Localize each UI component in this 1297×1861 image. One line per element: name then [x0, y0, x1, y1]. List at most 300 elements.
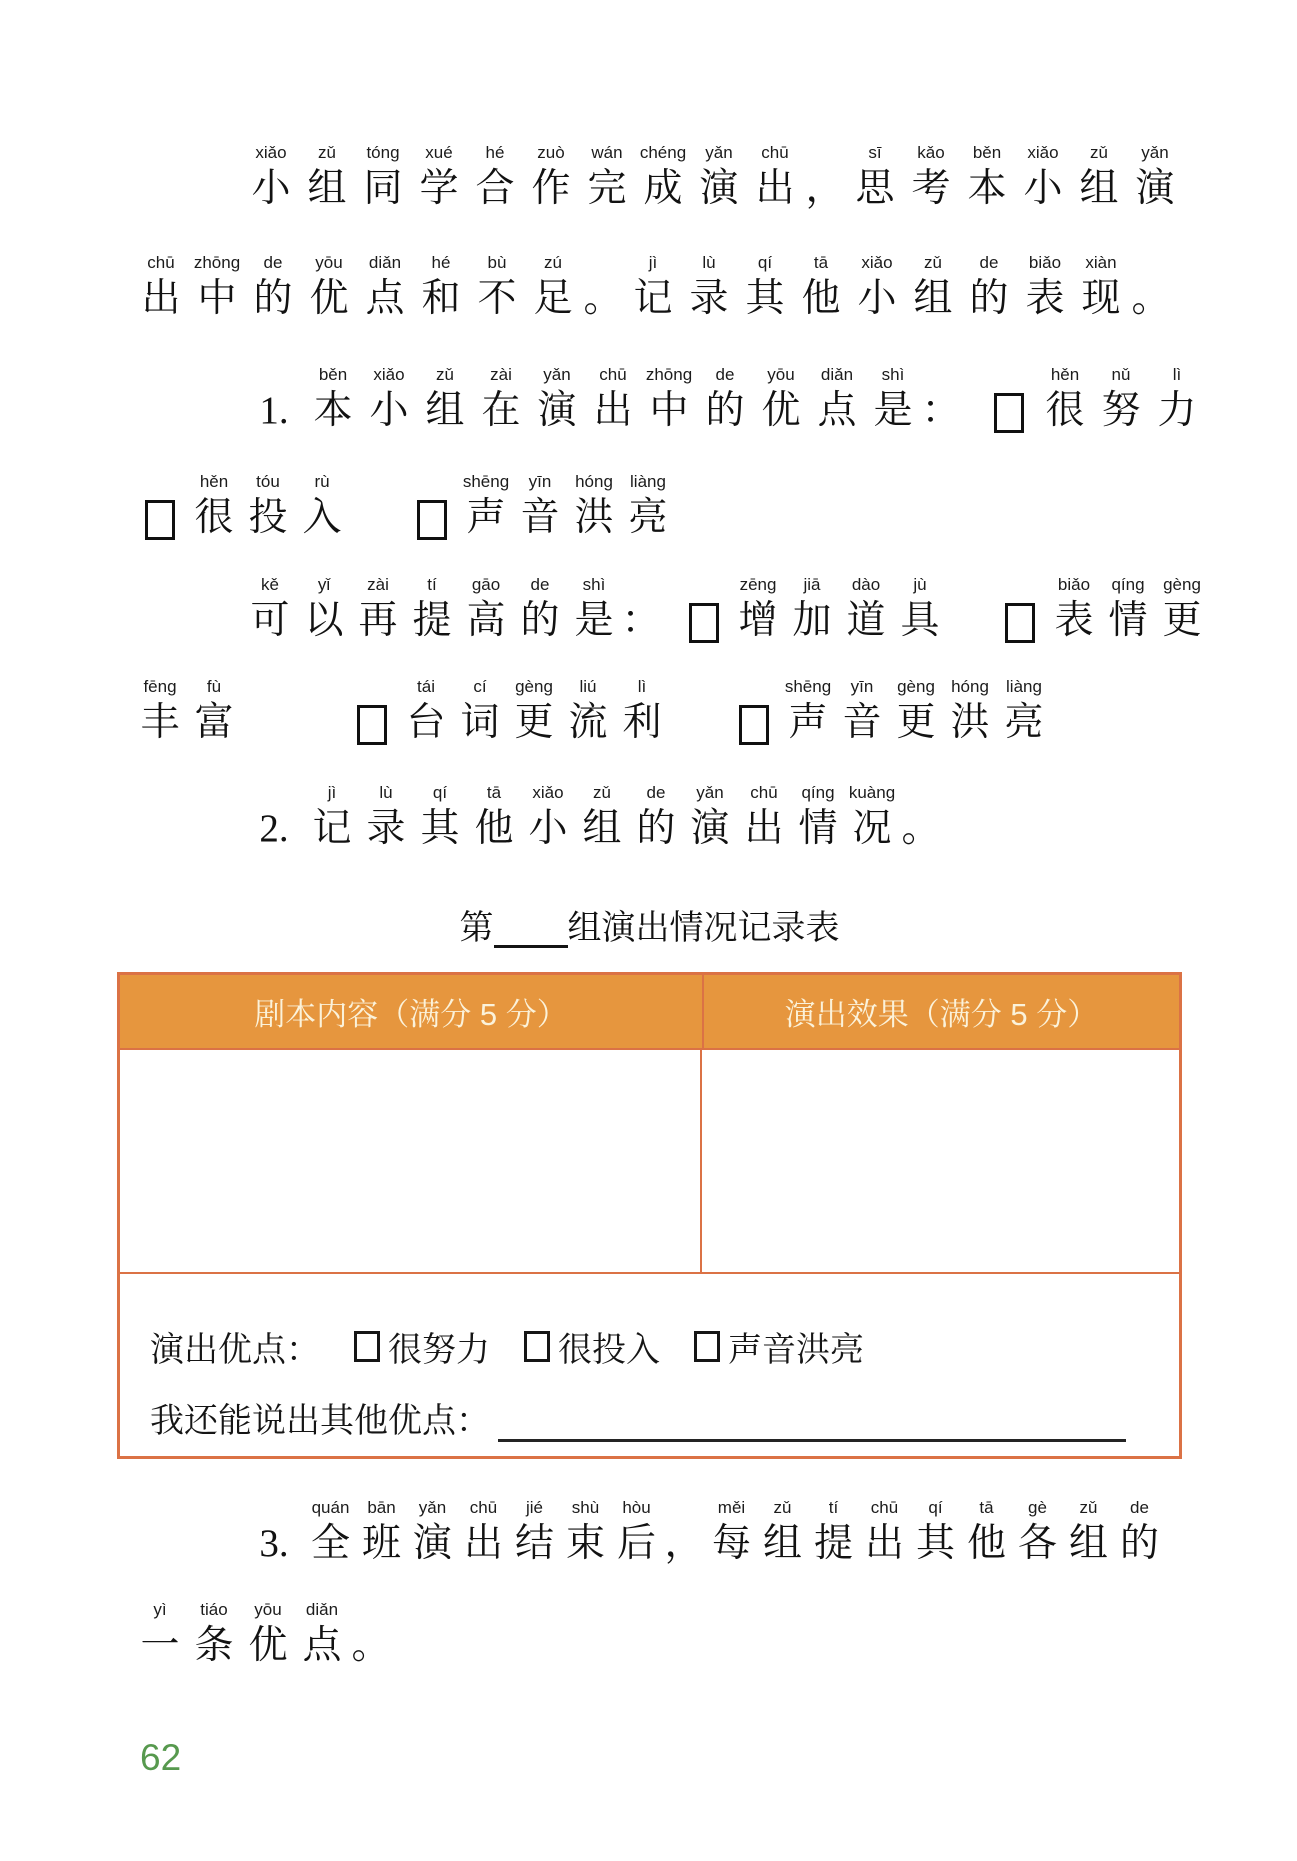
- hanzi-text: 的: [253, 277, 293, 320]
- performance-record-table: [117, 972, 1182, 1459]
- hanzi-text: 再: [358, 599, 398, 642]
- spacer: [947, 634, 993, 644]
- ruby-cell: [243, 780, 305, 852]
- hanzi-text: 3.: [259, 1522, 289, 1565]
- ruby-cell: [865, 362, 921, 434]
- merit-option-label: 很努力: [388, 1331, 490, 1369]
- pinyin-text: tí: [828, 1498, 839, 1517]
- spacer: [661, 634, 677, 644]
- ruby-cell: [361, 362, 417, 434]
- checkbox-box[interactable]: [1005, 603, 1035, 643]
- ruby-cell: [910, 1495, 961, 1567]
- hanzi-text: 录: [366, 807, 406, 850]
- hanzi-text: 组: [582, 807, 622, 850]
- ruby-cell: [621, 572, 661, 644]
- hanzi-text: 利: [622, 701, 662, 744]
- pinyin-text: liàng: [1006, 677, 1042, 696]
- hanzi-text: 的: [705, 389, 745, 432]
- pinyin-text: de: [646, 783, 666, 802]
- pinyin-text: xué: [425, 143, 453, 162]
- pinyin-text: de: [263, 253, 283, 272]
- hanzi-text: ，: [664, 1522, 704, 1565]
- pinyin-text: jì: [327, 783, 337, 802]
- hanzi-text: 。: [583, 277, 623, 320]
- pinyin-text: liàng: [630, 472, 666, 491]
- hanzi-text: 演: [412, 1522, 452, 1565]
- pinyin-text: tā: [486, 783, 502, 802]
- pinyin-text: qí: [757, 253, 773, 272]
- pinyin-text: biǎo: [1057, 575, 1091, 594]
- pinyin-text: tā: [813, 253, 829, 272]
- checkbox[interactable]: [677, 573, 731, 644]
- pinyin-text: hěn: [199, 472, 229, 491]
- pinyin-text: shù: [571, 1498, 600, 1517]
- ruby-cell: [808, 1495, 859, 1567]
- pinyin-text: měi: [717, 1498, 746, 1517]
- performance-effect-score-cell[interactable]: [702, 1050, 1179, 1272]
- checkbox-box[interactable]: [689, 603, 719, 643]
- other-merits-label: 我还能说出其他优点：: [150, 1402, 490, 1440]
- hanzi-text: 道: [846, 599, 886, 642]
- hanzi-text: 本: [313, 389, 353, 432]
- hanzi-text: 后: [616, 1522, 656, 1565]
- hanzi-text: 其: [420, 807, 460, 850]
- hanzi-text: 和: [421, 277, 461, 320]
- ruby-cell: [1155, 572, 1209, 644]
- ruby-cell: [835, 674, 889, 746]
- merit-options-row: [150, 1322, 1153, 1371]
- other-merits-blank[interactable]: [498, 1405, 1126, 1442]
- ruby-cell: [1101, 572, 1155, 644]
- hanzi-text: 组: [1068, 1522, 1108, 1565]
- pinyin-text: xiǎo: [532, 783, 564, 802]
- hanzi-text: 出: [593, 389, 633, 432]
- ruby-cell: [621, 469, 675, 541]
- checkbox[interactable]: [981, 363, 1037, 434]
- hanzi-text: 更: [514, 701, 554, 744]
- ruby-cell: [297, 572, 351, 644]
- ruby-cell: [405, 572, 459, 644]
- checkbox[interactable]: [345, 675, 399, 746]
- pinyin-text: qí: [432, 783, 448, 802]
- item1-line-4: [133, 674, 1051, 746]
- hanzi-text: 提: [813, 1522, 853, 1565]
- ruby-cell: [305, 362, 361, 434]
- group-number-blank[interactable]: [494, 915, 568, 948]
- ruby-cell: [243, 1495, 305, 1567]
- ruby-cell: [359, 780, 413, 852]
- ruby-cell: [893, 572, 947, 644]
- pinyin-text: yōu: [254, 1600, 282, 1619]
- pinyin-text: de: [715, 365, 735, 384]
- pinyin-text: diǎn: [820, 365, 854, 384]
- hanzi-text: 入: [302, 496, 342, 539]
- hanzi-text: 足: [533, 277, 573, 320]
- ruby-cell: [1012, 1495, 1063, 1567]
- hanzi-text: 合: [475, 167, 515, 210]
- pinyin-text: yǎn: [705, 143, 733, 162]
- ruby-cell: [525, 250, 581, 322]
- pinyin-text: de: [979, 253, 999, 272]
- table-title: [117, 908, 1182, 948]
- ruby-cell: [243, 362, 305, 434]
- hanzi-text: 点: [302, 1624, 342, 1667]
- ruby-cell: [467, 140, 523, 212]
- pinyin-text: qíng: [801, 783, 835, 802]
- ruby-cell: [697, 362, 753, 434]
- hanzi-text: 亮: [1004, 701, 1044, 744]
- hanzi-text: 组: [762, 1522, 802, 1565]
- ruby-cell: [241, 1597, 295, 1669]
- spacer: [961, 424, 981, 434]
- pinyin-text: sī: [868, 143, 882, 162]
- pinyin-text: hěn: [1050, 365, 1080, 384]
- pinyin-text: jì: [648, 253, 658, 272]
- ruby-cell: [662, 1495, 706, 1567]
- merit-option-hard-working: [354, 1322, 490, 1371]
- pinyin-text: chéng: [639, 143, 687, 162]
- item1-line-2: [133, 469, 675, 541]
- ruby-cell: [133, 674, 187, 746]
- ruby-cell: [469, 250, 525, 322]
- hanzi-text: 的: [636, 807, 676, 850]
- hanzi-text: 出: [744, 807, 784, 850]
- checkbox[interactable]: [993, 573, 1047, 644]
- pinyin-text: tā: [979, 1498, 994, 1517]
- hanzi-text: 在: [481, 389, 521, 432]
- hanzi-text: 更: [896, 701, 936, 744]
- pinyin-text: hòu: [622, 1498, 651, 1517]
- pinyin-text: zǔ: [924, 253, 942, 272]
- hanzi-text: 本: [967, 167, 1007, 210]
- checkbox-box[interactable]: [145, 500, 175, 540]
- ruby-cell: [467, 780, 521, 852]
- pinyin-text: hé: [431, 253, 451, 272]
- hanzi-text: 小: [251, 167, 291, 210]
- pinyin-text: yǎn: [543, 365, 571, 384]
- hanzi-text: 的: [969, 277, 1009, 320]
- ruby-cell: [961, 250, 1017, 322]
- ruby-cell: [747, 140, 803, 212]
- pinyin-text: yǎn: [418, 1498, 447, 1517]
- pinyin-text: cí: [473, 677, 487, 696]
- hanzi-text: 录: [689, 277, 729, 320]
- ruby-cell: [560, 1495, 611, 1567]
- other-merits-row: [150, 1393, 1153, 1442]
- hanzi-text: 他: [801, 277, 841, 320]
- ruby-cell: [905, 250, 961, 322]
- merit-option-engaged: [524, 1322, 660, 1371]
- pinyin-text: chū: [599, 365, 627, 384]
- pinyin-text: chū: [870, 1498, 899, 1517]
- ruby-cell: [189, 250, 245, 322]
- ruby-cell: [781, 674, 835, 746]
- pinyin-text: zǔ: [773, 1498, 792, 1517]
- header-performance-effect: 演出效果（满分 5 分）: [702, 975, 1179, 1048]
- ruby-cell: [1114, 1495, 1165, 1567]
- hanzi-text: 小: [528, 807, 568, 850]
- hanzi-text: 。: [1131, 277, 1171, 320]
- hanzi-text: 组: [1079, 167, 1119, 210]
- pinyin-text: zǔ: [1090, 143, 1108, 162]
- table-title-prefix: 第: [459, 909, 494, 947]
- merit-option-label: 很投入: [558, 1331, 660, 1369]
- hanzi-text: 小: [1023, 167, 1063, 210]
- hanzi-text: 可: [250, 599, 290, 642]
- ruby-cell: [1047, 572, 1101, 644]
- hanzi-text: 他: [966, 1522, 1006, 1565]
- hanzi-text: 表: [1025, 277, 1065, 320]
- merit-options-label: 演出优点：: [150, 1331, 320, 1369]
- hanzi-text: 点: [365, 277, 405, 320]
- hanzi-text: 力: [1157, 389, 1197, 432]
- pinyin-text: shì: [881, 365, 905, 384]
- pinyin-text: kuàng: [848, 783, 896, 802]
- spacer: [349, 531, 405, 541]
- ruby-cell: [731, 572, 785, 644]
- pinyin-text: fēng: [143, 677, 177, 696]
- pinyin-text: gèng: [897, 677, 935, 696]
- hanzi-text: 况: [852, 807, 892, 850]
- ruby-cell: [581, 250, 625, 322]
- script-content-score-cell[interactable]: [120, 1050, 702, 1272]
- table-title-suffix: 组演出情况记录表: [567, 909, 840, 947]
- checkbox-box[interactable]: [417, 500, 447, 540]
- hanzi-text: ，: [805, 167, 845, 210]
- ruby-cell: [585, 362, 641, 434]
- hanzi-text: 一: [140, 1624, 180, 1667]
- pinyin-text: yīn: [850, 677, 874, 696]
- item1-line-1: [243, 362, 1205, 434]
- hanzi-text: 结: [514, 1522, 554, 1565]
- pinyin-text: diǎn: [305, 1600, 339, 1619]
- pinyin-text: běn: [318, 365, 348, 384]
- ruby-cell: [793, 250, 849, 322]
- ruby-cell: [459, 572, 513, 644]
- pinyin-text: hóng: [575, 472, 613, 491]
- pinyin-text: zhōng: [193, 253, 241, 272]
- pinyin-text: tóng: [366, 143, 400, 162]
- hanzi-text: 提: [412, 599, 452, 642]
- ruby-cell: [133, 250, 189, 322]
- ruby-cell: [413, 250, 469, 322]
- ruby-cell: [305, 780, 359, 852]
- pinyin-text: yōu: [315, 253, 343, 272]
- pinyin-text: chū: [147, 253, 175, 272]
- pinyin-text: shēng: [462, 472, 510, 491]
- checkbox[interactable]: [133, 470, 187, 541]
- ruby-cell: [921, 362, 961, 434]
- ruby-cell: [943, 674, 997, 746]
- ruby-cell: [785, 572, 839, 644]
- pinyin-text: qí: [928, 1498, 943, 1517]
- table-footer-section: [120, 1272, 1179, 1442]
- hanzi-text: 小: [857, 277, 897, 320]
- hanzi-text: 更: [1162, 599, 1202, 642]
- pinyin-text: kě: [261, 575, 279, 594]
- hanzi-text: ：: [921, 389, 961, 432]
- hanzi-text: 词: [460, 701, 500, 744]
- hanzi-text: 的: [520, 599, 560, 642]
- ruby-cell: [737, 780, 791, 852]
- hanzi-text: 组: [913, 277, 953, 320]
- merit-option-loud-voice: [694, 1322, 864, 1371]
- ruby-cell: [567, 469, 621, 541]
- checkbox[interactable]: [694, 1331, 720, 1362]
- pinyin-text: de: [1130, 1498, 1149, 1517]
- hanzi-text: 各: [1017, 1522, 1057, 1565]
- hanzi-text: 出: [141, 277, 181, 320]
- pinyin-text: diǎn: [368, 253, 402, 272]
- ruby-cell: [1129, 250, 1173, 322]
- ruby-cell: [349, 1597, 393, 1669]
- pinyin-text: chū: [761, 143, 789, 162]
- pinyin-text: xiǎo: [861, 253, 893, 272]
- hanzi-text: 音: [520, 496, 560, 539]
- hanzi-text: 记: [633, 277, 673, 320]
- pinyin-text: gèng: [1163, 575, 1201, 594]
- hanzi-text: 洪: [574, 496, 614, 539]
- pinyin-text: zài: [367, 575, 389, 594]
- ruby-cell: [753, 362, 809, 434]
- ruby-cell: [301, 250, 357, 322]
- ruby-cell: [961, 1495, 1012, 1567]
- pinyin-text: biǎo: [1028, 253, 1062, 272]
- hanzi-text: 不: [477, 277, 517, 320]
- hanzi-text: 完: [587, 167, 627, 210]
- ruby-cell: [521, 780, 575, 852]
- ruby-cell: [357, 250, 413, 322]
- ruby-cell: [847, 140, 903, 212]
- hanzi-text: 是: [574, 599, 614, 642]
- pinyin-text: hé: [485, 143, 505, 162]
- hanzi-text: 情: [798, 807, 838, 850]
- ruby-cell: [523, 140, 579, 212]
- pinyin-text: shì: [582, 575, 606, 594]
- ruby-cell: [459, 469, 513, 541]
- hanzi-text: 情: [1108, 599, 1148, 642]
- pinyin-text: quán: [311, 1498, 350, 1517]
- checkbox[interactable]: [524, 1331, 550, 1362]
- ruby-cell: [706, 1495, 757, 1567]
- ruby-cell: [245, 250, 301, 322]
- spacer: [669, 736, 727, 746]
- pinyin-text: běn: [972, 143, 1002, 162]
- ruby-cell: [513, 469, 567, 541]
- pinyin-text: zēng: [739, 575, 777, 594]
- pinyin-text: zú: [544, 253, 562, 272]
- hanzi-text: 很: [194, 496, 234, 539]
- ruby-cell: [187, 469, 241, 541]
- hanzi-text: 点: [817, 389, 857, 432]
- hanzi-text: 他: [474, 807, 514, 850]
- checkbox[interactable]: [405, 470, 459, 541]
- page-number: 62: [140, 1737, 182, 1778]
- ruby-cell: [453, 674, 507, 746]
- ruby-cell: [839, 572, 893, 644]
- ruby-cell: [899, 780, 943, 852]
- ruby-cell: [417, 362, 473, 434]
- ruby-cell: [305, 1495, 356, 1567]
- hanzi-text: 优: [761, 389, 801, 432]
- checkbox[interactable]: [727, 675, 781, 746]
- pinyin-text: yōu: [767, 365, 795, 384]
- ruby-cell: [737, 250, 793, 322]
- hanzi-text: 同: [363, 167, 403, 210]
- hanzi-text: 中: [197, 277, 237, 320]
- hanzi-text: 台: [406, 701, 446, 744]
- checkbox[interactable]: [354, 1331, 380, 1362]
- checkbox-box[interactable]: [994, 393, 1024, 433]
- ruby-cell: [809, 362, 865, 434]
- hanzi-text: 学: [419, 167, 459, 210]
- intro-line-2: [133, 250, 1173, 322]
- pinyin-text: lù: [379, 783, 393, 802]
- hanzi-text: 投: [248, 496, 288, 539]
- item2-line-1: [243, 780, 943, 852]
- hanzi-text: 1.: [259, 389, 289, 432]
- hanzi-text: 思: [855, 167, 895, 210]
- pinyin-text: lì: [637, 677, 647, 696]
- hanzi-text: 流: [568, 701, 608, 744]
- pinyin-text: jiā: [803, 575, 821, 594]
- ruby-cell: [1127, 140, 1183, 212]
- pinyin-text: rù: [314, 472, 330, 491]
- ruby-cell: [187, 1597, 241, 1669]
- pinyin-text: jù: [913, 575, 927, 594]
- ruby-cell: [1015, 140, 1071, 212]
- pinyin-text: de: [530, 575, 550, 594]
- ruby-cell: [997, 674, 1051, 746]
- ruby-cell: [299, 140, 355, 212]
- pinyin-text: gè: [1028, 1498, 1047, 1517]
- pinyin-text: xiǎo: [373, 365, 405, 384]
- ruby-cell: [529, 362, 585, 434]
- ruby-cell: [513, 572, 567, 644]
- ruby-cell: [1073, 250, 1129, 322]
- ruby-cell: [681, 250, 737, 322]
- checkbox-box[interactable]: [357, 705, 387, 745]
- ruby-cell: [849, 250, 905, 322]
- pinyin-text: gāo: [471, 575, 501, 594]
- ruby-cell: [561, 674, 615, 746]
- header-script-content: 剧本内容（满分 5 分）: [254, 997, 568, 1032]
- hanzi-text: 小: [369, 389, 409, 432]
- hanzi-text: 演: [690, 807, 730, 850]
- pinyin-text: shēng: [784, 677, 832, 696]
- pinyin-text: yì: [153, 1600, 167, 1619]
- hanzi-text: 增: [738, 599, 778, 642]
- hanzi-text: 其: [915, 1522, 955, 1565]
- ruby-cell: [575, 780, 629, 852]
- ruby-cell: [507, 674, 561, 746]
- pinyin-text: xiǎo: [1027, 143, 1059, 162]
- table-body-row: [120, 1048, 1179, 1272]
- hanzi-text: 。: [901, 807, 941, 850]
- ruby-cell: [803, 140, 847, 212]
- ruby-cell: [889, 674, 943, 746]
- ruby-cell: [351, 572, 405, 644]
- checkbox-box[interactable]: [739, 705, 769, 745]
- item3-line-1: [243, 1495, 1165, 1567]
- ruby-cell: [413, 780, 467, 852]
- ruby-cell: [1017, 250, 1073, 322]
- pinyin-text: zǔ: [593, 783, 611, 802]
- ruby-cell: [1093, 362, 1149, 434]
- hanzi-text: 出: [463, 1522, 503, 1565]
- hanzi-text: 努: [1101, 389, 1141, 432]
- ruby-cell: [1063, 1495, 1114, 1567]
